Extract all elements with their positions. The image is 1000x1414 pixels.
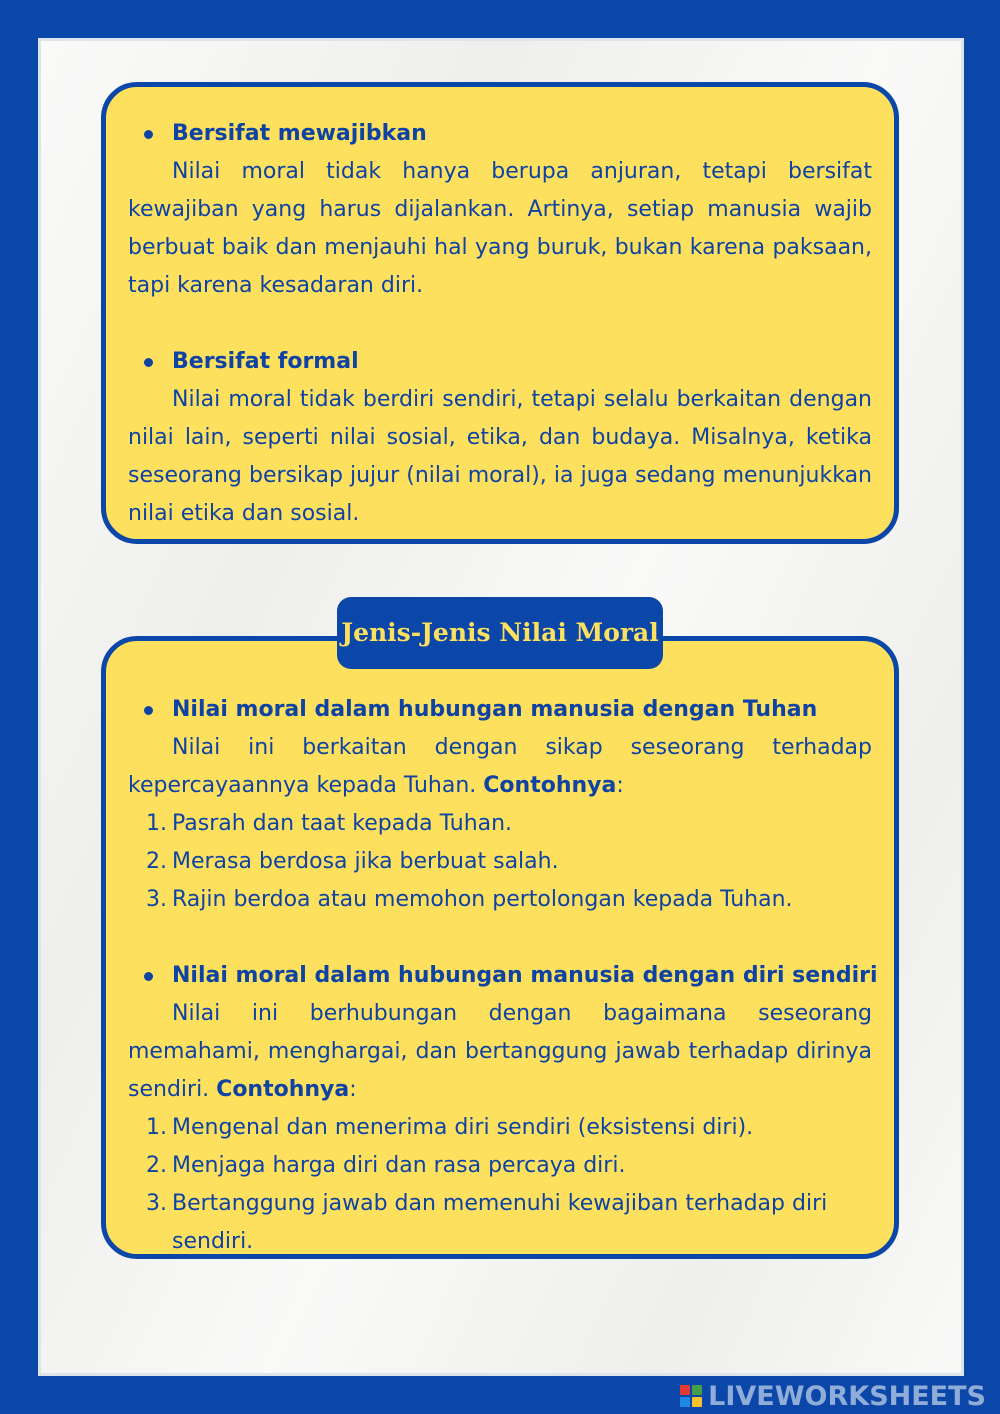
characteristics-card xyxy=(101,82,899,544)
bullet-heading-text: Nilai moral dalam hubungan manusia dengan diri sendiri xyxy=(172,963,878,988)
paragraph: Nilai ini berhubungan dengan bagaimana seseorang memahami, menghargai, dan bertanggung jawab terhadap dirinya sendiri. Contohnya: xyxy=(128,1001,872,1102)
moral-types-card xyxy=(101,636,899,1259)
paragraph: Nilai ini berkaitan dengan sikap seseorang terhadap kepercayaannya kepada Tuhan. Contohnya: xyxy=(128,735,872,798)
example-list xyxy=(128,1109,872,1261)
list-item: 2. Merasa berdosa jika berbuat salah. xyxy=(146,849,559,874)
bullet-dot-icon xyxy=(144,130,153,139)
bullet-dot-icon xyxy=(144,358,153,367)
example-label: Contohnya xyxy=(483,773,617,798)
bullet-heading xyxy=(128,691,872,729)
example-list xyxy=(128,805,872,919)
watermark-text: LIVEWORKSHEETS xyxy=(708,1380,986,1412)
list-item: 1. Mengenal dan menerima diri sendiri (eksistensi diri). xyxy=(146,1115,754,1140)
bullet-heading xyxy=(128,343,872,381)
paragraph-text: Nilai ini berhubungan dengan bagaimana seseorang memahami, menghargai, dan bertanggung jawab terhadap dirinya sendiri. xyxy=(128,1001,872,1102)
paragraph-text: Nilai ini berkaitan dengan sikap seseorang terhadap kepercayaannya kepada Tuhan. xyxy=(128,735,872,798)
bullet-heading-text: Bersifat formal xyxy=(172,349,359,374)
liveworksheets-watermark[interactable] xyxy=(680,1382,986,1410)
liveworksheets-logo-icon xyxy=(680,1385,702,1407)
paragraph: Nilai moral tidak hanya berupa anjuran, tetapi bersifat kewajiban yang harus dijalankan. Artinya, setiap manusia wajib berbuat baik dan menjauhi hal yang buruk, bukan karena paksaan, tapi karena kesadaran diri. xyxy=(128,159,872,298)
bullet-heading-text: Bersifat mewajibkan xyxy=(172,121,427,146)
bullet-heading xyxy=(128,957,878,995)
example-label: Contohnya xyxy=(216,1077,350,1102)
bullet-heading xyxy=(128,115,872,153)
bullet-dot-icon xyxy=(144,706,153,715)
paragraph: Nilai moral tidak berdiri sendiri, tetapi selalu berkaitan dengan nilai lain, seperti nilai sosial, etika, dan budaya. Misalnya, ketika seseorang bersikap jujur (nilai moral), ia juga sedang menunjukkan nilai etika dan sosial. xyxy=(128,387,872,526)
bullet-dot-icon xyxy=(144,972,153,981)
section-heading-badge: Jenis-Jenis Nilai Moral xyxy=(337,597,663,669)
list-item: 2. Menjaga harga diri dan rasa percaya diri. xyxy=(146,1153,626,1178)
list-item: 1. Pasrah dan taat kepada Tuhan. xyxy=(146,811,513,836)
bullet-heading-text: Nilai moral dalam hubungan manusia dengan Tuhan xyxy=(172,697,818,722)
list-item: 3. Rajin berdoa atau memohon pertolongan kepada Tuhan. xyxy=(146,887,793,912)
list-item: 3. Bertanggung jawab dan memenuhi kewajiban terhadap diri sendiri. xyxy=(146,1191,828,1254)
